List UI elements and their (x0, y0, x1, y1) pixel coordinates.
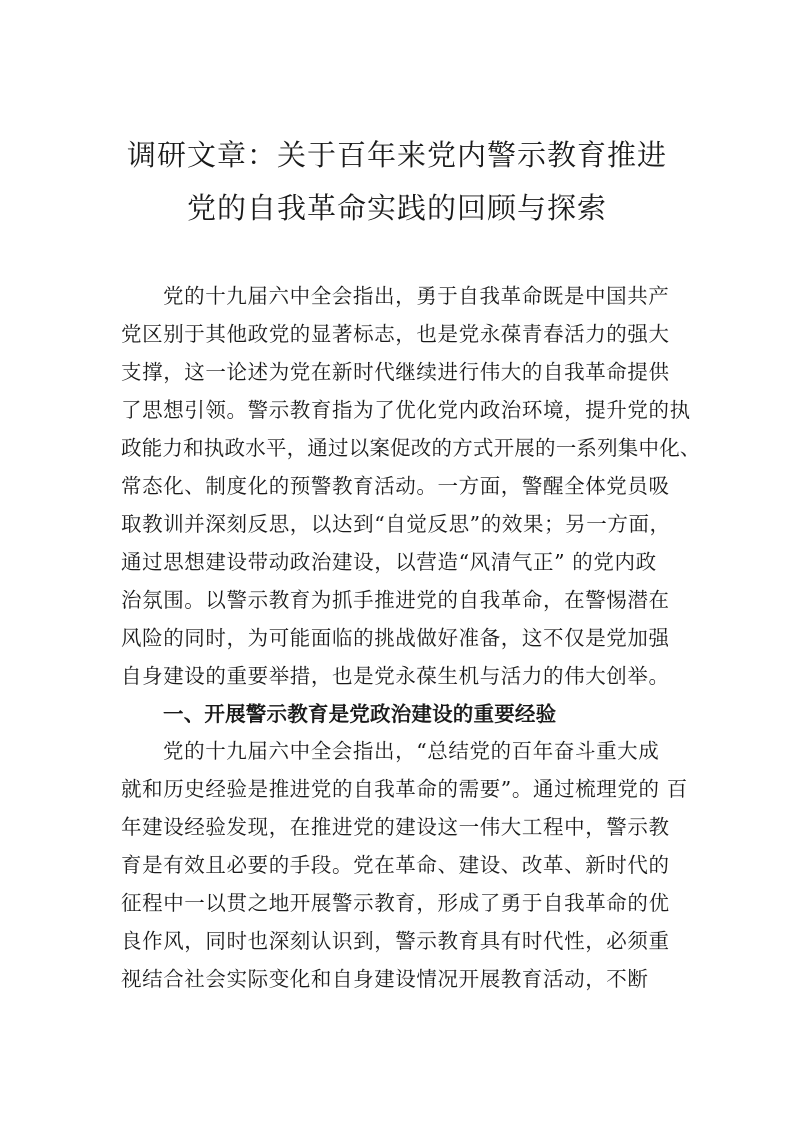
paragraph-line: 党的十九届六中全会指出，勇于自我革命既是中国共产 (163, 284, 670, 308)
document-title-line-2: 党的自我革命实践的回顾与探索 (186, 191, 607, 225)
paragraph-line: 党区别于其他政党的显著标志，也是党永葆青春活力的强大 (121, 322, 670, 346)
paragraph-line: 风险的同时，为可能面临的挑战做好准备，这不仅是党加强 (121, 626, 670, 650)
paragraph-line: 视结合社会实际变化和自身建设情况开展教育活动，不断 (121, 967, 649, 991)
paragraph-line: 党的十九届六中全会指出，“总结党的百年奋斗重大成 (163, 739, 660, 763)
paragraph-line: 支撑，这一论述为党在新时代继续进行伟大的自我革命提供 (121, 360, 670, 384)
paragraph-line: 就和历史经验是推进党的自我革命的需要”。通过梳理党的 百 (121, 777, 688, 801)
paragraph-line: 治氛围。以警示教育为抓手推进党的自我革命，在警惕潜在 (121, 588, 670, 612)
paragraph-line: 通过思想建设带动政治建设，以营造“风清气正” 的党内政 (121, 550, 657, 574)
paragraph-line: 年建设经验发现，在推进党的建设这一伟大工程中，警示教 (121, 815, 670, 839)
paragraph-line: 常态化、制度化的预警教育活动。一方面，警醒全体党员吸 (121, 474, 670, 498)
paragraph-line: 征程中一以贯之地开展警示教育，形成了勇于自我革命的优 (121, 891, 670, 915)
paragraph-line: 取教训并深刻反思，以达到“自觉反思”的效果；另一方面， (121, 512, 671, 536)
paragraph-line: 政能力和执政水平，通过以案促改的方式开展的一系列集中化、 (121, 436, 701, 460)
document-title-line-1: 调研文章：关于百年来党内警示教育推进 (126, 138, 667, 172)
paragraph-line: 良作风，同时也深刻认识到，警示教育具有时代性，必须重 (121, 929, 670, 953)
section-heading-1: 一、开展警示教育是党政治建设的重要经验 (163, 702, 557, 726)
paragraph-line: 了思想引领。警示教育指为了优化党内政治环境，提升党的执 (121, 398, 691, 422)
paragraph-line: 自身建设的重要举措，也是党永葆生机与活力的伟大创举。 (121, 664, 670, 688)
paragraph-line: 育是有效且必要的手段。党在革命、建设、改革、新时代的 (121, 853, 670, 877)
